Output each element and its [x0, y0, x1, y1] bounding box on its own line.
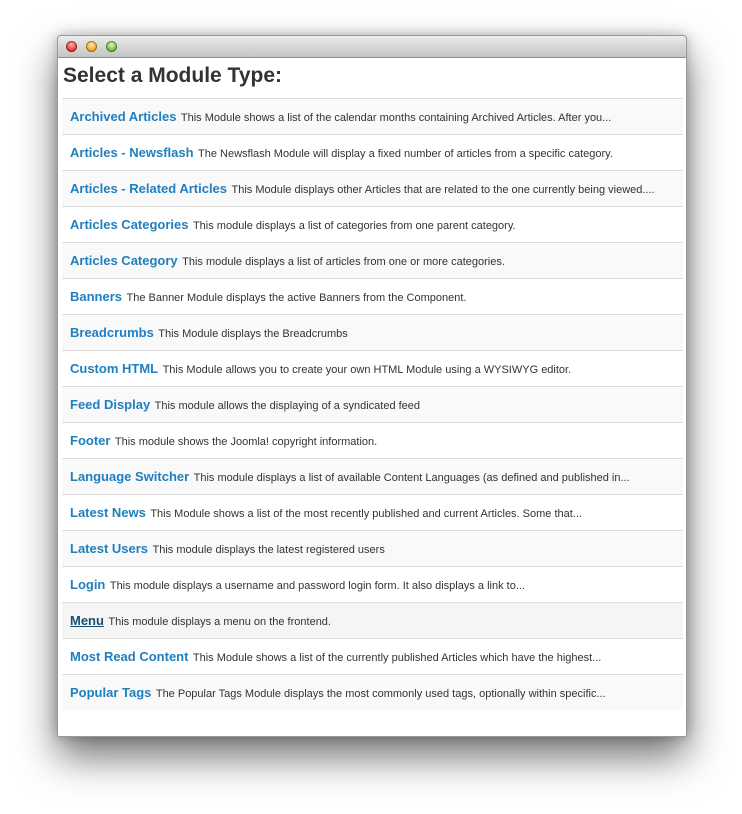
module-link[interactable]: Login: [70, 577, 106, 592]
module-description: This Module displays other Articles that are related to the one currently being viewed....: [231, 184, 655, 196]
module-link[interactable]: Latest News: [70, 505, 146, 520]
module-item-menu[interactable]: [62, 603, 683, 639]
module-item-footer[interactable]: [62, 423, 683, 459]
module-description: This Module allows you to create your own HTML Module using a WYSIWYG editor.: [162, 364, 572, 376]
close-window-icon[interactable]: [66, 41, 77, 52]
module-description: This Module shows a list of the currently published Articles which have the highest...: [192, 652, 602, 664]
module-link[interactable]: Articles - Related Articles: [70, 181, 228, 196]
module-item-archived-articles[interactable]: [62, 99, 683, 135]
module-description: The Popular Tags Module displays the most commonly used tags, optionally within specific...: [155, 688, 606, 700]
window-content: [58, 58, 686, 710]
module-item-articles-newsflash[interactable]: [62, 135, 683, 171]
module-item-articles-related[interactable]: [62, 171, 683, 207]
module-item-latest-users[interactable]: [62, 531, 683, 567]
module-item-language-switcher[interactable]: [62, 459, 683, 495]
module-type-list: [62, 98, 683, 710]
module-description: The Newsflash Module will display a fixed number of articles from a specific category.: [198, 148, 613, 160]
module-item-custom-html[interactable]: [62, 351, 683, 387]
module-item-articles-categories[interactable]: [62, 207, 683, 243]
window-titlebar[interactable]: [58, 36, 686, 58]
module-item-popular-tags[interactable]: [62, 675, 683, 710]
module-description: This module shows the Joomla! copyright information.: [114, 436, 378, 448]
module-link[interactable]: Archived Articles: [70, 109, 177, 124]
module-link[interactable]: Banners: [70, 289, 123, 304]
module-description: This module displays a list of articles from one or more categories.: [182, 256, 505, 268]
module-link[interactable]: Footer: [70, 433, 111, 448]
module-description: This Module displays the Breadcrumbs: [158, 328, 348, 340]
module-link[interactable]: Feed Display: [70, 397, 151, 412]
module-item-feed-display[interactable]: [62, 387, 683, 423]
modal-window: [57, 35, 687, 737]
minimize-window-icon[interactable]: [86, 41, 97, 52]
module-link[interactable]: Most Read Content: [70, 649, 189, 664]
module-item-banners[interactable]: [62, 279, 683, 315]
module-item-breadcrumbs[interactable]: [62, 315, 683, 351]
module-link[interactable]: Articles - Newsflash: [70, 145, 194, 160]
module-description: This Module shows a list of the calendar months containing Archived Articles. After you...: [180, 112, 612, 124]
module-link[interactable]: Menu: [70, 613, 104, 628]
module-description: This module displays the latest registered users: [152, 544, 385, 556]
module-description: The Banner Module displays the active Banners from the Component.: [126, 292, 467, 304]
module-description: This module displays a list of available Content Languages (as defined and published in...: [193, 472, 630, 484]
zoom-window-icon[interactable]: [106, 41, 117, 52]
module-link[interactable]: Articles Category: [70, 253, 178, 268]
module-description: This module displays a menu on the frontend.: [108, 616, 331, 628]
module-description: This module displays a list of categories from one parent category.: [192, 220, 516, 232]
module-description: This module allows the displaying of a syndicated feed: [154, 400, 421, 412]
module-link[interactable]: Language Switcher: [70, 469, 190, 484]
module-link[interactable]: Breadcrumbs: [70, 325, 154, 340]
page-title: Select a Module Type:: [63, 64, 282, 87]
module-item-latest-news[interactable]: [62, 495, 683, 531]
module-description: This Module shows a list of the most recently published and current Articles. Some that...: [150, 508, 582, 520]
module-description: This module displays a username and password login form. It also displays a link to...: [109, 580, 525, 592]
module-item-articles-category[interactable]: [62, 243, 683, 279]
module-link[interactable]: Articles Categories: [70, 217, 189, 232]
module-item-login[interactable]: [62, 567, 683, 603]
module-link[interactable]: Custom HTML: [70, 361, 159, 376]
module-link[interactable]: Popular Tags: [70, 685, 152, 700]
module-item-most-read-content[interactable]: [62, 639, 683, 675]
module-link[interactable]: Latest Users: [70, 541, 149, 556]
